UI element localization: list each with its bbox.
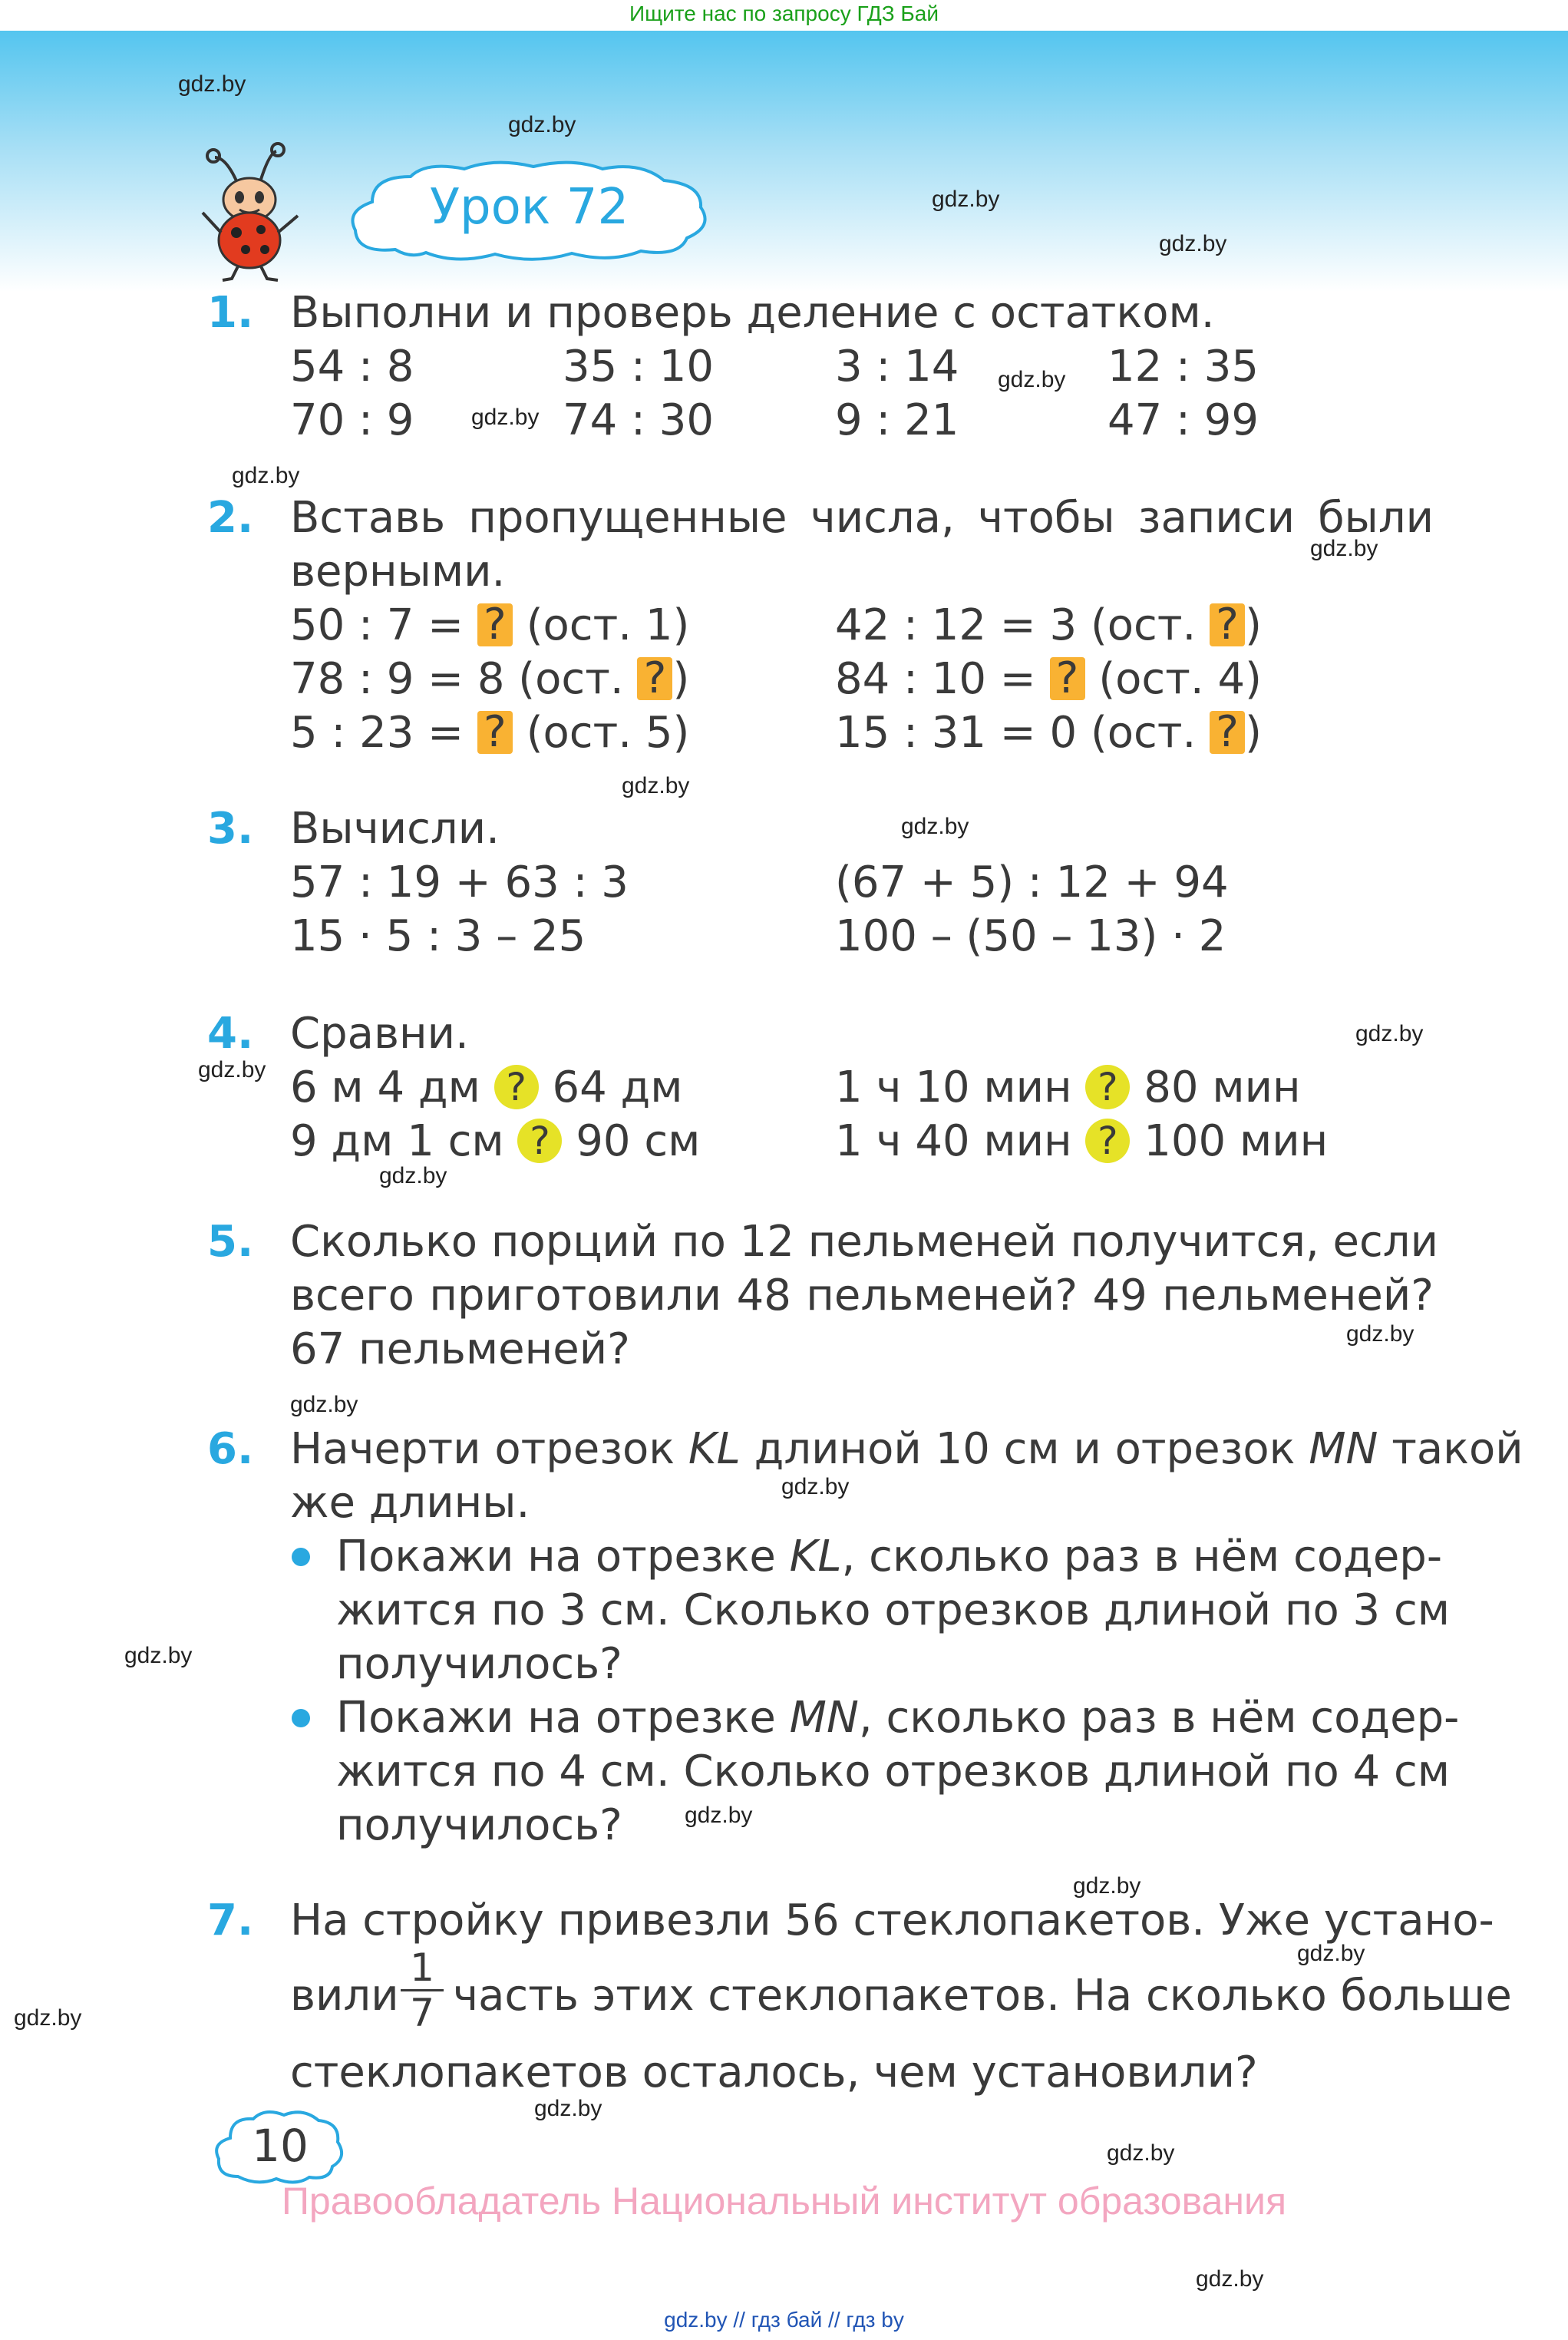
comparison: 1 ч 10 мин ? 80 мин: [835, 1063, 1301, 1112]
task-text: Покажи на отрезке MN, сколько раз в нём содер-: [336, 1693, 1460, 1743]
task-text: Покажи на отрезке KL, сколько раз в нём содер-: [336, 1532, 1443, 1581]
expression: (67 + 5) : 12 + 94: [835, 858, 1229, 907]
watermark: gdz.by: [1107, 2140, 1175, 2166]
expression: 12 : 35: [1108, 342, 1259, 392]
task-text: жится по 3 см. Сколько отрезков длиной по 3 см: [336, 1585, 1451, 1635]
task-text: получилось?: [336, 1800, 622, 1850]
top-note: Ищите нас по запросу ГДЗ Бай: [629, 2, 939, 25]
comparison: 6 м 4 дм ? 64 дм: [290, 1063, 683, 1112]
watermark: gdz.by: [379, 1163, 447, 1188]
ladybug-mascot: [192, 142, 307, 284]
task-number: 2.: [207, 493, 254, 543]
lesson-title: Урок 72: [430, 179, 629, 236]
bullet-icon: [292, 1548, 310, 1566]
expression: 100 – (50 – 13) · 2: [835, 911, 1226, 961]
equation: 42 : 12 = 3 (ост. ? ): [835, 599, 1262, 650]
watermark: gdz.by: [198, 1057, 266, 1082]
missing-value[interactable]: ?: [637, 657, 672, 700]
watermark: gdz.by: [622, 773, 690, 798]
watermark: gdz.by: [1346, 1321, 1415, 1347]
equation: 78 : 9 = 8 (ост. ? ): [290, 653, 690, 704]
fraction: [401, 1946, 444, 2034]
bottom-links[interactable]: gdz.by // гдз бай // гдз by: [664, 2308, 904, 2332]
watermark: gdz.by: [901, 814, 969, 839]
watermark: gdz.by: [1310, 536, 1378, 561]
watermark: gdz.by: [232, 463, 300, 488]
equation: 84 : 10 = ? (ост. 4): [835, 653, 1262, 704]
fraction-denominator: 7: [410, 1991, 434, 2035]
expression: 54 : 8: [290, 342, 414, 392]
task-text: Выполни и проверь деление с остатком.: [290, 288, 1215, 338]
equation: 15 : 31 = 0 (ост. ? ): [835, 706, 1262, 758]
watermark: gdz.by: [1196, 2266, 1264, 2292]
comparison: 9 дм 1 см ? 90 см: [290, 1116, 701, 1166]
compare-sign[interactable]: ?: [517, 1119, 562, 1163]
watermark: gdz.by: [1297, 1941, 1365, 1966]
task-text: Вычисли.: [290, 804, 500, 854]
watermark: gdz.by: [932, 187, 1000, 212]
expression: 9 : 21: [835, 395, 959, 445]
task-text: всего приготовили 48 пельменей? 49 пельменей?: [290, 1271, 1434, 1320]
expression: 3 : 14: [835, 342, 959, 392]
missing-value[interactable]: ?: [1210, 711, 1245, 754]
task-number: 6.: [207, 1424, 254, 1474]
task-number: 1.: [207, 288, 254, 338]
compare-sign[interactable]: ?: [1085, 1065, 1130, 1109]
task-text: Сравни.: [290, 1009, 469, 1059]
comparison: 1 ч 40 мин ? 100 мин: [835, 1116, 1329, 1166]
watermark: gdz.by: [471, 405, 540, 430]
task-number: 7.: [207, 1895, 254, 1945]
missing-value[interactable]: ?: [477, 711, 513, 754]
expression: 74 : 30: [563, 395, 714, 445]
expression: 57 : 19 + 63 : 3: [290, 858, 629, 907]
watermark: gdz.by: [534, 2096, 602, 2121]
watermark: gdz.by: [14, 2005, 82, 2031]
task-text: же длины.: [290, 1478, 530, 1528]
watermark: gdz.by: [1355, 1021, 1424, 1046]
task-number: 5.: [207, 1217, 254, 1267]
fraction-numerator: 1: [410, 1945, 434, 1990]
compare-sign[interactable]: ?: [1085, 1119, 1130, 1163]
expression: 35 : 10: [563, 342, 714, 392]
task-text: вили: [290, 1971, 399, 2021]
missing-value[interactable]: ?: [477, 603, 513, 646]
task-text: жится по 4 см. Сколько отрезков длиной по 4 см: [336, 1747, 1451, 1796]
watermark: gdz.by: [685, 1803, 753, 1828]
equation: 50 : 7 = ? (ост. 1): [290, 599, 690, 650]
watermark: gdz.by: [998, 367, 1066, 392]
task-text: Вставь пропущенные числа, чтобы записи были: [290, 493, 1434, 543]
watermark: gdz.by: [290, 1392, 358, 1417]
task-text: Сколько порций по 12 пельменей получится, если: [290, 1217, 1438, 1267]
watermark: gdz.by: [508, 112, 576, 137]
expression: 70 : 9: [290, 395, 414, 445]
task-text: 67 пельменей?: [290, 1324, 630, 1374]
equation: 5 : 23 = ? (ост. 5): [290, 706, 690, 758]
task-number: 3.: [207, 804, 254, 854]
missing-value[interactable]: ?: [1050, 657, 1085, 700]
bullet-icon: [292, 1709, 310, 1727]
compare-sign[interactable]: ?: [494, 1065, 539, 1109]
watermark: gdz.by: [178, 71, 246, 97]
task-text: часть этих стеклопакетов. На сколько больше: [453, 1971, 1512, 2021]
task-text: стеклопакетов осталось, чем установили?: [290, 2048, 1258, 2097]
missing-value[interactable]: ?: [1210, 603, 1245, 646]
task-text: На стройку привезли 56 стеклопакетов. Уже устано-: [290, 1895, 1494, 1945]
watermark: gdz.by: [1073, 1873, 1141, 1899]
task-text: получилось?: [336, 1639, 622, 1689]
page-number: 10: [252, 2120, 309, 2172]
watermark: gdz.by: [1159, 231, 1227, 256]
task-number: 4.: [207, 1009, 254, 1059]
copyright-footer: Правообладатель Национальный институт образования: [281, 2180, 1287, 2223]
task-text: верными.: [290, 547, 506, 597]
task-text: Начерти отрезок KL длиной 10 см и отрезок MN такой: [290, 1424, 1523, 1474]
expression: 15 · 5 : 3 – 25: [290, 911, 586, 961]
expression: 47 : 99: [1108, 395, 1259, 445]
watermark: gdz.by: [781, 1474, 850, 1499]
watermark: gdz.by: [124, 1643, 193, 1668]
